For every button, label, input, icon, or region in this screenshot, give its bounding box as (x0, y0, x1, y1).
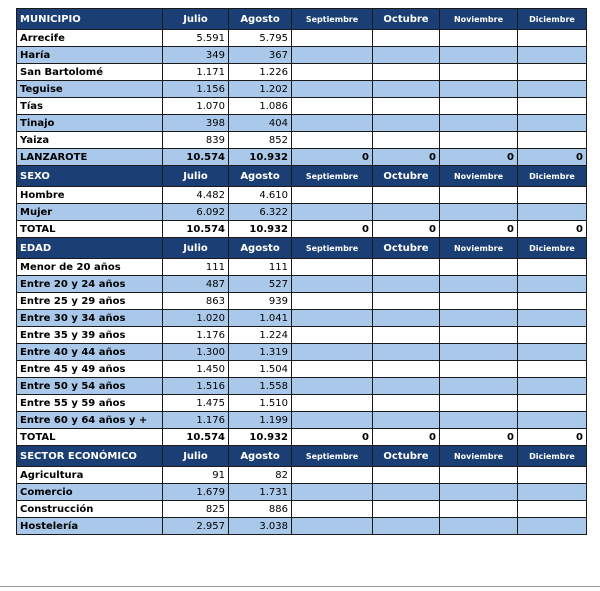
table-row (17, 310, 587, 327)
value-julio: 6.092 (163, 204, 229, 221)
total-row (17, 221, 587, 238)
value-agosto: 404 (229, 115, 292, 132)
total-value-sep: 0 (292, 429, 373, 446)
table-row (17, 81, 587, 98)
month-header: Diciembre (518, 446, 587, 467)
empty-cell (440, 378, 518, 395)
empty-cell (292, 115, 373, 132)
value-agosto: 886 (229, 501, 292, 518)
empty-cell (373, 412, 440, 429)
empty-cell (518, 81, 587, 98)
row-label: Tías (17, 98, 163, 115)
empty-cell (292, 259, 373, 276)
month-header: Septiembre (292, 446, 373, 467)
value-agosto: 6.322 (229, 204, 292, 221)
value-julio: 1.679 (163, 484, 229, 501)
total-label: TOTAL (17, 221, 163, 238)
empty-cell (440, 518, 518, 535)
value-agosto: 852 (229, 132, 292, 149)
table-row (17, 115, 587, 132)
empty-cell (292, 327, 373, 344)
empty-cell (292, 412, 373, 429)
value-julio: 4.482 (163, 187, 229, 204)
value-agosto: 1.510 (229, 395, 292, 412)
month-header: Diciembre (518, 9, 587, 30)
total-row (17, 149, 587, 166)
empty-cell (373, 467, 440, 484)
empty-cell (292, 64, 373, 81)
value-julio: 1.171 (163, 64, 229, 81)
total-value-sep: 0 (292, 149, 373, 166)
value-julio: 863 (163, 293, 229, 310)
month-header: Agosto (229, 9, 292, 30)
empty-cell (440, 361, 518, 378)
empty-cell (373, 81, 440, 98)
empty-cell (518, 187, 587, 204)
month-header: Octubre (373, 9, 440, 30)
value-agosto: 82 (229, 467, 292, 484)
month-header: Septiembre (292, 238, 373, 259)
empty-cell (292, 484, 373, 501)
table-row (17, 293, 587, 310)
empty-cell (440, 98, 518, 115)
empty-cell (373, 378, 440, 395)
empty-cell (518, 467, 587, 484)
empty-cell (292, 47, 373, 64)
table-row (17, 259, 587, 276)
month-header: Diciembre (518, 166, 587, 187)
empty-cell (373, 395, 440, 412)
empty-cell (518, 378, 587, 395)
row-label: Entre 40 y 44 años (17, 344, 163, 361)
empty-cell (518, 501, 587, 518)
value-agosto: 1.086 (229, 98, 292, 115)
empty-cell (518, 30, 587, 47)
value-agosto: 1.731 (229, 484, 292, 501)
value-julio: 349 (163, 47, 229, 64)
month-header: Agosto (229, 166, 292, 187)
total-value-oct: 0 (373, 429, 440, 446)
row-label: San Bartolomé (17, 64, 163, 81)
total-label: TOTAL (17, 429, 163, 446)
empty-cell (373, 518, 440, 535)
value-agosto: 1.558 (229, 378, 292, 395)
empty-cell (373, 310, 440, 327)
total-row (17, 429, 587, 446)
value-julio: 839 (163, 132, 229, 149)
value-julio: 487 (163, 276, 229, 293)
row-label: Entre 25 y 29 años (17, 293, 163, 310)
value-agosto: 939 (229, 293, 292, 310)
empty-cell (440, 484, 518, 501)
empty-cell (440, 412, 518, 429)
empty-cell (518, 293, 587, 310)
month-header: Julio (163, 446, 229, 467)
empty-cell (373, 98, 440, 115)
section-header-label: EDAD (17, 238, 163, 259)
section-header-row (17, 9, 587, 30)
row-label: Entre 55 y 59 años (17, 395, 163, 412)
empty-cell (373, 484, 440, 501)
empty-cell (440, 64, 518, 81)
empty-cell (440, 276, 518, 293)
month-header: Julio (163, 238, 229, 259)
row-label: Entre 35 y 39 años (17, 327, 163, 344)
section-header-row (17, 166, 587, 187)
value-julio: 1.300 (163, 344, 229, 361)
month-header: Septiembre (292, 166, 373, 187)
total-value-oct: 0 (373, 149, 440, 166)
empty-cell (292, 310, 373, 327)
month-header: Agosto (229, 446, 292, 467)
empty-cell (373, 47, 440, 64)
row-label: Entre 20 y 24 años (17, 276, 163, 293)
table-row (17, 467, 587, 484)
total-value-agosto: 10.932 (229, 429, 292, 446)
total-value-nov: 0 (440, 221, 518, 238)
row-label: Entre 45 y 49 años (17, 361, 163, 378)
empty-cell (292, 81, 373, 98)
row-label: Comercio (17, 484, 163, 501)
total-value-agosto: 10.932 (229, 221, 292, 238)
empty-cell (440, 501, 518, 518)
section-header-label: SEXO (17, 166, 163, 187)
empty-cell (292, 361, 373, 378)
value-julio: 1.516 (163, 378, 229, 395)
empty-cell (518, 327, 587, 344)
statistics-table-container (16, 8, 587, 535)
page-divider (0, 586, 600, 587)
table-row (17, 518, 587, 535)
total-value-dic: 0 (518, 221, 587, 238)
table-row (17, 204, 587, 221)
value-agosto: 111 (229, 259, 292, 276)
table-row (17, 98, 587, 115)
empty-cell (373, 30, 440, 47)
table-row (17, 132, 587, 149)
statistics-table (16, 8, 587, 535)
empty-cell (440, 115, 518, 132)
row-label: Mujer (17, 204, 163, 221)
total-value-julio: 10.574 (163, 429, 229, 446)
empty-cell (292, 467, 373, 484)
value-julio: 91 (163, 467, 229, 484)
empty-cell (292, 276, 373, 293)
value-agosto: 1.041 (229, 310, 292, 327)
value-agosto: 4.610 (229, 187, 292, 204)
row-label: Entre 30 y 34 años (17, 310, 163, 327)
total-label: LANZAROTE (17, 149, 163, 166)
value-julio: 2.957 (163, 518, 229, 535)
empty-cell (440, 81, 518, 98)
value-agosto: 1.319 (229, 344, 292, 361)
section-header-row (17, 446, 587, 467)
empty-cell (518, 361, 587, 378)
total-value-oct: 0 (373, 221, 440, 238)
empty-cell (373, 259, 440, 276)
value-agosto: 3.038 (229, 518, 292, 535)
empty-cell (518, 259, 587, 276)
value-agosto: 1.504 (229, 361, 292, 378)
empty-cell (292, 344, 373, 361)
month-header: Septiembre (292, 9, 373, 30)
row-label: Entre 50 y 54 años (17, 378, 163, 395)
empty-cell (440, 293, 518, 310)
month-header: Noviembre (440, 238, 518, 259)
value-agosto: 1.226 (229, 64, 292, 81)
row-label: Hombre (17, 187, 163, 204)
table-row (17, 327, 587, 344)
empty-cell (373, 327, 440, 344)
empty-cell (292, 518, 373, 535)
value-julio: 1.475 (163, 395, 229, 412)
empty-cell (373, 293, 440, 310)
total-value-julio: 10.574 (163, 149, 229, 166)
value-agosto: 1.199 (229, 412, 292, 429)
empty-cell (373, 501, 440, 518)
row-label: Teguise (17, 81, 163, 98)
empty-cell (292, 204, 373, 221)
month-header: Noviembre (440, 166, 518, 187)
value-agosto: 1.202 (229, 81, 292, 98)
table-row (17, 395, 587, 412)
empty-cell (518, 132, 587, 149)
value-agosto: 367 (229, 47, 292, 64)
section-header-label: MUNICIPIO (17, 9, 163, 30)
empty-cell (373, 204, 440, 221)
empty-cell (518, 47, 587, 64)
value-agosto: 1.224 (229, 327, 292, 344)
row-label: Entre 60 y 64 años y + (17, 412, 163, 429)
month-header: Octubre (373, 446, 440, 467)
total-value-julio: 10.574 (163, 221, 229, 238)
row-label: Construcción (17, 501, 163, 518)
empty-cell (440, 30, 518, 47)
value-julio: 111 (163, 259, 229, 276)
row-label: Tinajo (17, 115, 163, 132)
value-julio: 398 (163, 115, 229, 132)
empty-cell (292, 187, 373, 204)
table-row (17, 361, 587, 378)
month-header: Julio (163, 166, 229, 187)
empty-cell (518, 98, 587, 115)
empty-cell (518, 484, 587, 501)
month-header: Noviembre (440, 9, 518, 30)
table-row (17, 501, 587, 518)
empty-cell (518, 310, 587, 327)
empty-cell (440, 132, 518, 149)
table-row (17, 344, 587, 361)
table-row (17, 64, 587, 81)
month-header: Octubre (373, 166, 440, 187)
empty-cell (373, 64, 440, 81)
empty-cell (440, 259, 518, 276)
empty-cell (518, 518, 587, 535)
empty-cell (518, 395, 587, 412)
row-label: Hostelería (17, 518, 163, 535)
table-row (17, 412, 587, 429)
value-agosto: 5.795 (229, 30, 292, 47)
total-value-sep: 0 (292, 221, 373, 238)
total-value-agosto: 10.932 (229, 149, 292, 166)
empty-cell (292, 395, 373, 412)
table-row (17, 47, 587, 64)
table-row (17, 276, 587, 293)
empty-cell (440, 467, 518, 484)
table-row (17, 187, 587, 204)
month-header: Diciembre (518, 238, 587, 259)
empty-cell (518, 412, 587, 429)
empty-cell (373, 361, 440, 378)
value-agosto: 527 (229, 276, 292, 293)
total-value-nov: 0 (440, 429, 518, 446)
empty-cell (518, 204, 587, 221)
empty-cell (440, 310, 518, 327)
empty-cell (292, 378, 373, 395)
value-julio: 1.176 (163, 412, 229, 429)
month-header: Noviembre (440, 446, 518, 467)
total-value-dic: 0 (518, 149, 587, 166)
empty-cell (292, 30, 373, 47)
empty-cell (292, 98, 373, 115)
empty-cell (440, 344, 518, 361)
empty-cell (292, 132, 373, 149)
month-header: Agosto (229, 238, 292, 259)
empty-cell (292, 501, 373, 518)
month-header: Octubre (373, 238, 440, 259)
total-value-nov: 0 (440, 149, 518, 166)
value-julio: 1.450 (163, 361, 229, 378)
value-julio: 1.156 (163, 81, 229, 98)
row-label: Arrecife (17, 30, 163, 47)
empty-cell (440, 47, 518, 64)
row-label: Haría (17, 47, 163, 64)
value-julio: 1.070 (163, 98, 229, 115)
empty-cell (373, 344, 440, 361)
value-julio: 825 (163, 501, 229, 518)
row-label: Agricultura (17, 467, 163, 484)
empty-cell (373, 276, 440, 293)
empty-cell (518, 344, 587, 361)
empty-cell (373, 187, 440, 204)
table-row (17, 378, 587, 395)
table-row (17, 30, 587, 47)
section-header-label: SECTOR ECONÓMICO (17, 446, 163, 467)
empty-cell (440, 395, 518, 412)
section-header-row (17, 238, 587, 259)
empty-cell (518, 276, 587, 293)
empty-cell (292, 293, 373, 310)
empty-cell (518, 64, 587, 81)
empty-cell (440, 204, 518, 221)
empty-cell (373, 132, 440, 149)
empty-cell (373, 115, 440, 132)
total-value-dic: 0 (518, 429, 587, 446)
row-label: Menor de 20 años (17, 259, 163, 276)
row-label: Yaiza (17, 132, 163, 149)
month-header: Julio (163, 9, 229, 30)
value-julio: 1.020 (163, 310, 229, 327)
empty-cell (518, 115, 587, 132)
value-julio: 5.591 (163, 30, 229, 47)
table-row (17, 484, 587, 501)
value-julio: 1.176 (163, 327, 229, 344)
empty-cell (440, 327, 518, 344)
empty-cell (440, 187, 518, 204)
